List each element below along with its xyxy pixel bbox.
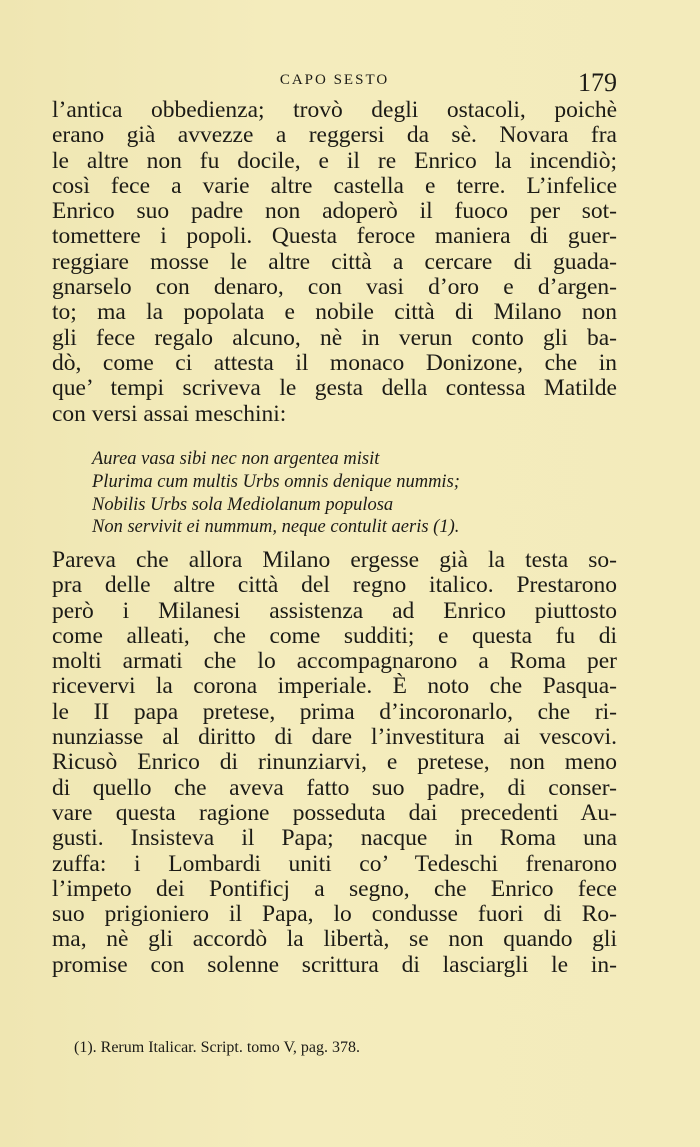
verse-quotation <box>92 448 572 539</box>
text-line: così fece a varie altre castella e terre. L’infelice <box>52 172 617 199</box>
text-line: dò, come ci attesta il monaco Donizone, che in <box>52 349 617 376</box>
text-line: ma, nè gli accordò la libertà, se non quando gli <box>52 926 617 953</box>
text-line: promise con solenne scrittura di lasciargli le in- <box>52 951 617 978</box>
footnote: (1). Rerum Italicar. Script. tomo V, pag. 378. <box>74 1039 361 1056</box>
text-line: molti armati che lo accompagnarono a Roma per <box>52 648 617 675</box>
text-line: Ricusò Enrico di rinunziarvi, e pretese, non meno <box>52 749 617 776</box>
verse-line: Aurea vasa sibi nec non argentea misit <box>92 449 380 469</box>
text-line: pra delle altre città del regno italico. Prestarono <box>52 572 617 599</box>
text-line: nunziasse al diritto di dare l’investitura ai vescovi. <box>52 724 617 751</box>
verse-line: Plurima cum multis Urbs omnis denique nummis; <box>92 471 460 492</box>
paragraph-2 <box>52 548 617 978</box>
text-line: le II papa pretese, prima d’incoronarlo, che ri- <box>52 698 617 725</box>
text-line: come alleati, che come sudditi; e questa fu di <box>52 622 617 649</box>
running-head <box>52 68 617 97</box>
text-line: ricevervi la corona imperiale. È noto che Pasqua- <box>52 673 617 700</box>
text-line: con versi assai meschini: <box>52 400 287 427</box>
paragraph-1 <box>52 98 617 427</box>
text-line: que’ tempi scriveva le gesta della contessa Matilde <box>52 375 617 402</box>
text-line: le altre non fu docile, e il re Enrico la incendiò; <box>52 147 617 174</box>
text-line: gusti. Insisteva il Papa; nacque in Roma una <box>52 825 617 852</box>
page-number: 179 <box>578 68 617 97</box>
text-line: però i Milanesi assistenza ad Enrico piuttosto <box>52 597 617 624</box>
text-line: tomettere i popoli. Questa feroce maniera di guer- <box>52 223 617 250</box>
text-line: l’impeto dei Pontificj a segno, che Enrico fece <box>52 875 617 902</box>
text-line: Pareva che allora Milano ergesse già la testa so- <box>52 547 617 573</box>
verse-line: Nobilis Urbs sola Mediolanum populosa <box>92 494 394 515</box>
text-line: reggiare mosse le altre città a cercare di guada- <box>52 248 617 275</box>
text-line: di quello che aveva fatto suo padre, di conser- <box>52 774 617 801</box>
running-title: CAPO SESTO <box>279 72 390 88</box>
text-line: suo prigioniero il Papa, lo condusse fuori di Ro- <box>52 901 617 928</box>
text-line: zuffa: i Lombardi uniti co’ Tedeschi frenarono <box>52 850 617 877</box>
verse-line: Non servivit ei nummum, neque contulit aeris (1). <box>92 517 460 538</box>
text-line: l’antica obbedienza; trovò degli ostacoli, poichè <box>52 97 617 123</box>
text-line: vare questa ragione posseduta dai precedenti Au- <box>52 799 617 826</box>
text-line: Enrico suo padre non adoperò il fuoco per sot- <box>52 198 617 225</box>
text-line: to; ma la popolata e nobile città di Milano non <box>52 299 617 326</box>
text-line: gnarselo con denaro, con vasi d’oro e d’argen- <box>52 274 617 301</box>
text-line: gli fece regalo alcuno, nè in verun conto gli ba- <box>52 324 617 351</box>
text-line: erano già avvezze a reggersi da sè. Novara fra <box>52 122 617 149</box>
